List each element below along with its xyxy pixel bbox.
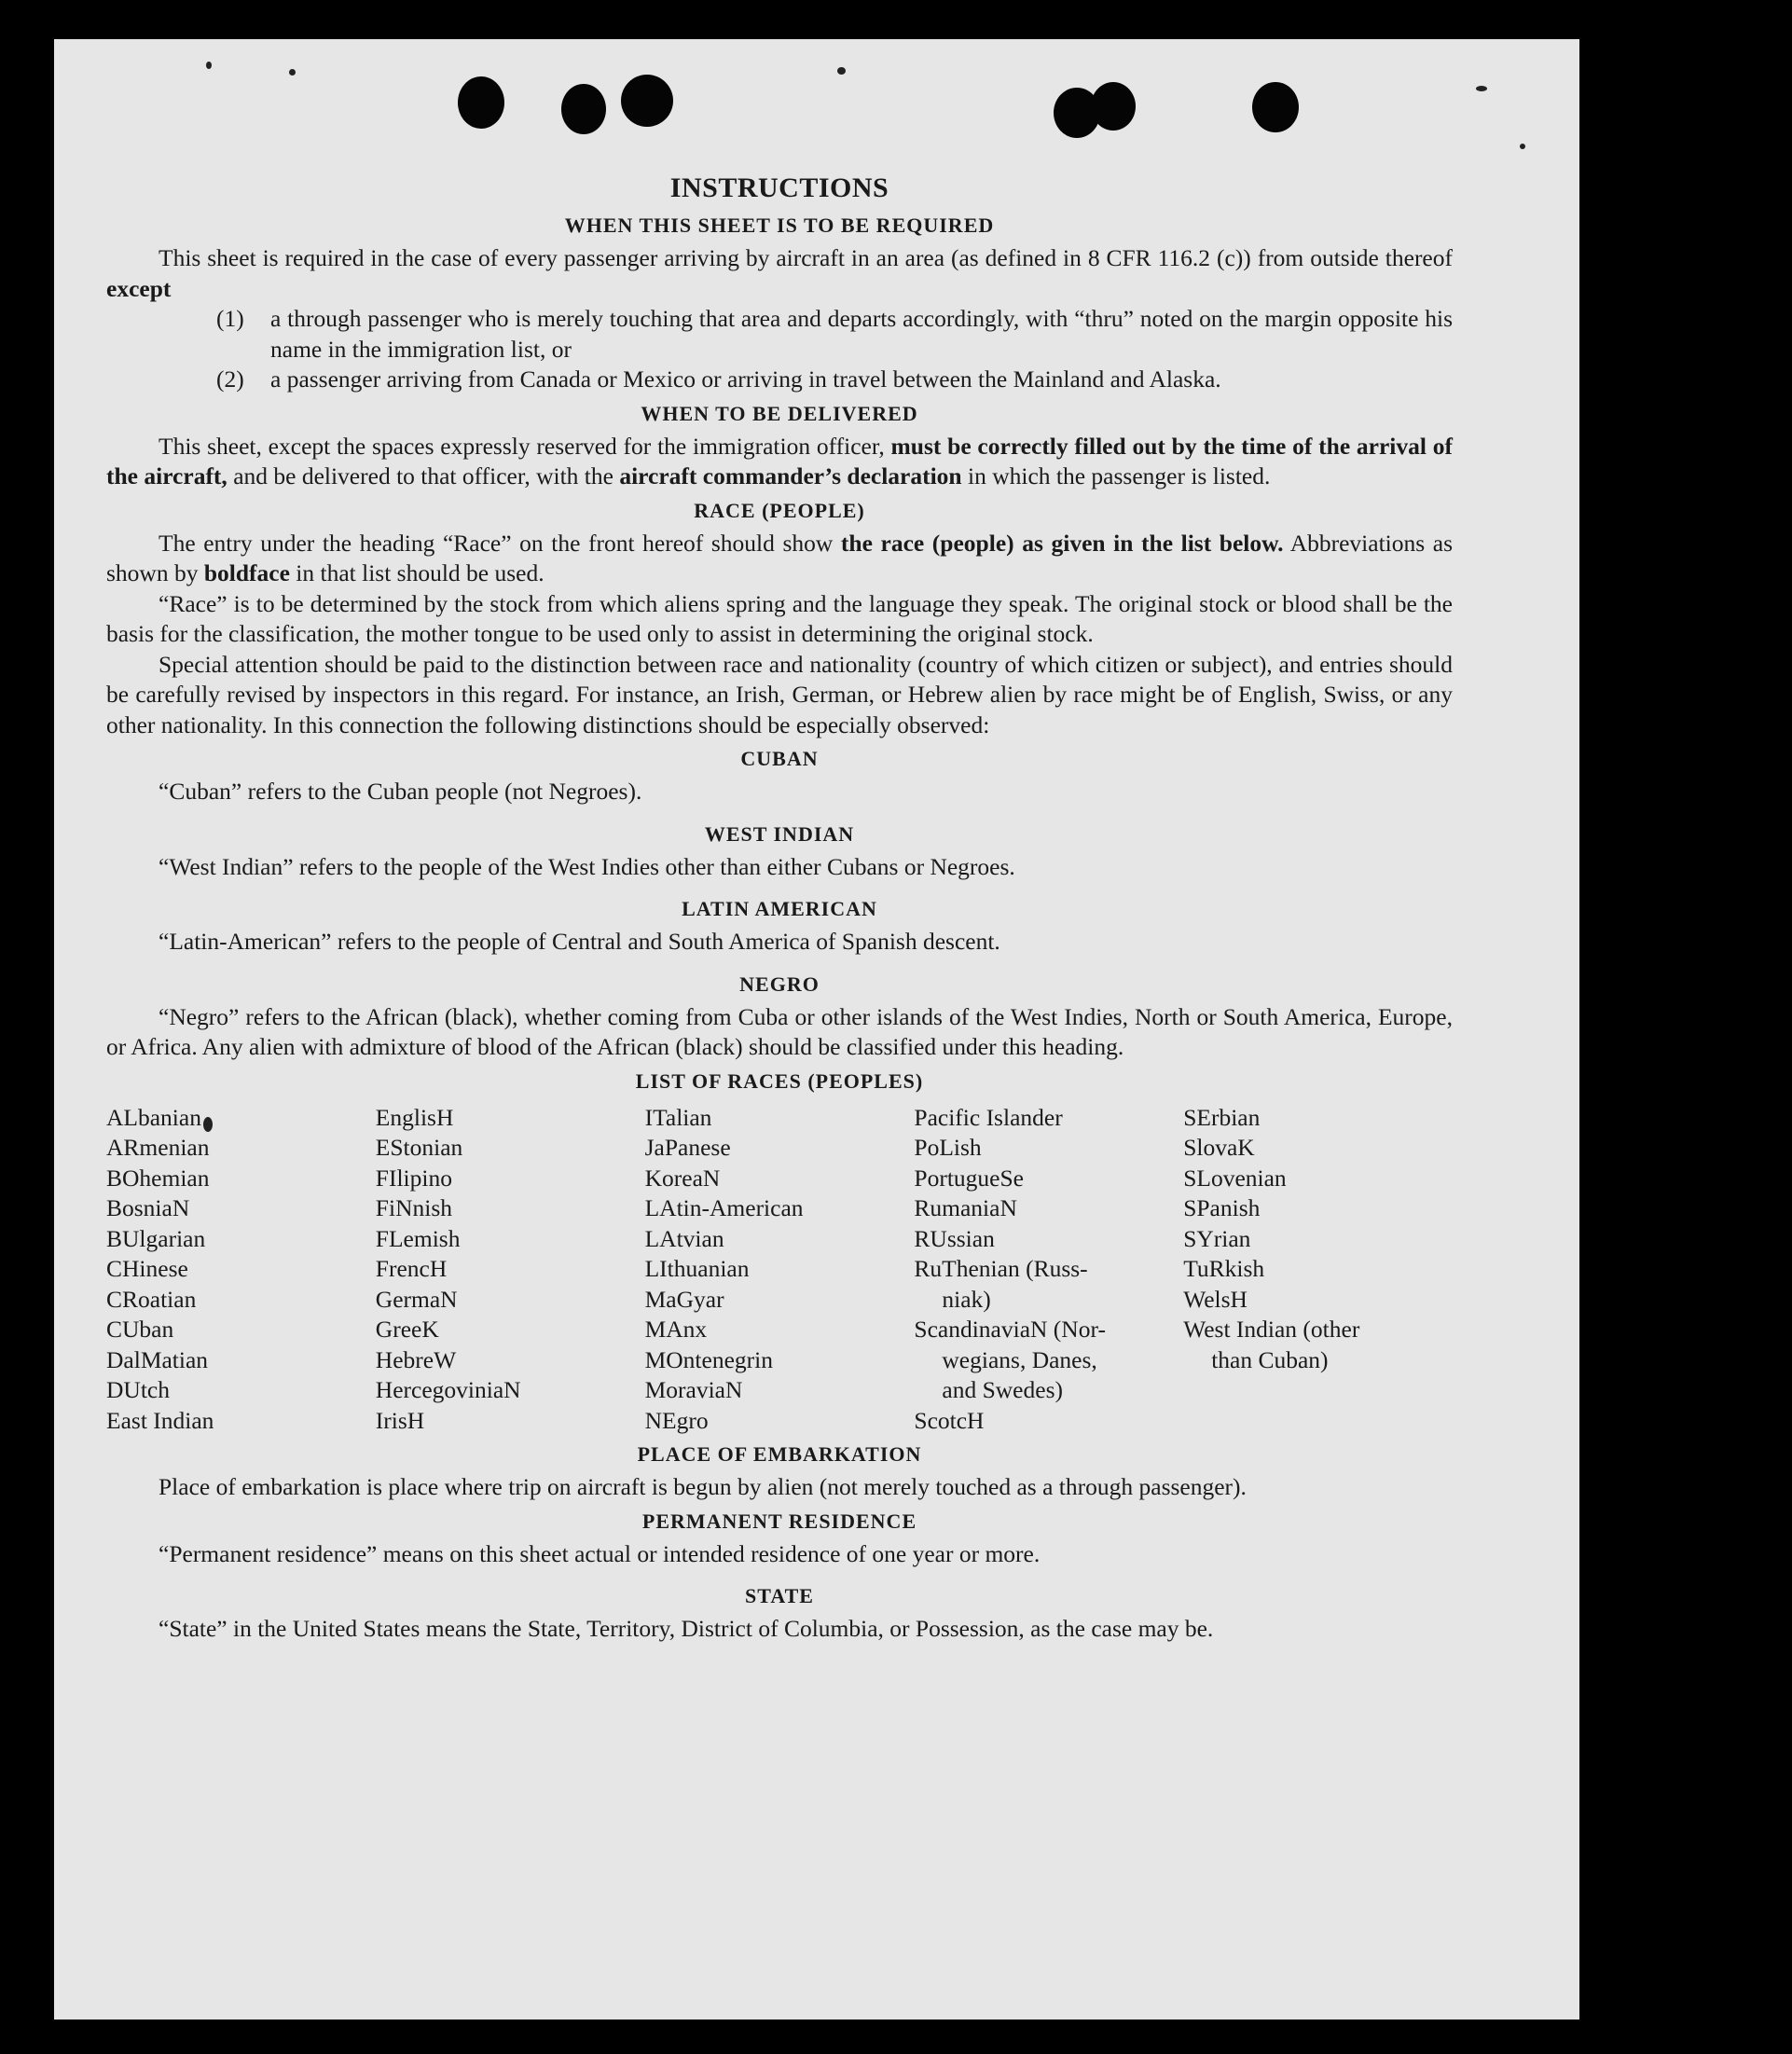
- heading-negro: NEGRO: [739, 972, 820, 996]
- paragraph: This sheet is required in the case of every passenger arriving by aircraft in an area (as defined in 8 CFR 116.2 (c)) from outside thereof except: [106, 244, 1453, 302]
- heading-race: RACE (PEOPLE): [694, 498, 865, 522]
- heading-west-indian: WEST INDIAN: [704, 821, 855, 846]
- races-column: [645, 1103, 915, 1437]
- ink-speck: [206, 62, 212, 69]
- race-entry: SErbian: [1183, 1103, 1261, 1131]
- race-entry: RuThenian (Russ-: [914, 1255, 1088, 1282]
- heading-latin-american: LATIN AMERICAN: [682, 897, 877, 920]
- race-entry: GreeK: [375, 1316, 439, 1343]
- race-entry: EStonian: [375, 1134, 463, 1161]
- race-entry: ScandinaviaN (Nor-: [914, 1316, 1106, 1343]
- paragraph: “Negro” refers to the African (black), whether coming from Cuba or other islands of the West Indies, North or South America, Europe, or Africa. Any alien with admixture of blood of the African (black) should be classified under this heading.: [106, 1002, 1453, 1060]
- heading-state: STATE: [745, 1584, 814, 1607]
- heading-when-delivered: WHEN TO BE DELIVERED: [641, 401, 918, 425]
- ink-speck: [1520, 144, 1525, 149]
- race-entry: MAnx: [644, 1316, 708, 1343]
- race-entry: niak): [942, 1285, 991, 1313]
- heading-list-of-races: LIST OF RACES (PEOPLES): [635, 1068, 924, 1093]
- list-item: (1) a through passenger who is merely touching that area and departs accordingly, with “thru” noted on the margin opposite his name in the immigration list, or: [216, 305, 1453, 363]
- race-entry: than Cuban): [1211, 1345, 1329, 1373]
- race-entry: FIlipino: [375, 1164, 452, 1192]
- paragraph: This sheet, except the spaces expressly reserved for the immigration officer, must be correctly filled out by the time of the arrival of the aircraft, and be delivered to that officer, with the aircraft commander’s declaration in which the passenger is listed.: [106, 432, 1454, 489]
- race-entry: ALbanian: [106, 1103, 201, 1131]
- punch-hole: [621, 75, 673, 127]
- race-entry: SYrian: [1183, 1224, 1251, 1252]
- punch-hole: [1252, 82, 1299, 132]
- race-entry: Pacific Islander: [914, 1103, 1063, 1131]
- races-column: [914, 1103, 1183, 1437]
- race-entry: RumaniaN: [914, 1194, 1017, 1221]
- ink-speck: [1476, 86, 1487, 91]
- heading-permanent-residence: PERMANENT RESIDENCE: [641, 1509, 917, 1533]
- instructions-text: [106, 170, 1453, 1645]
- race-entry: RUssian: [914, 1224, 995, 1252]
- paragraph: The entry under the heading “Race” on the front hereof should show the race (people) as given in the list below. Abbreviations as shown by boldface in that list should be used.: [106, 529, 1454, 586]
- punch-hole: [1091, 82, 1136, 131]
- race-entry: PortugueSe: [914, 1164, 1024, 1192]
- race-entry: West Indian (other: [1183, 1316, 1360, 1343]
- race-entry: SlovaK: [1183, 1134, 1255, 1161]
- paragraph: “Permanent residence” means on this sheet actual or intended residence of one year or more.: [159, 1539, 1041, 1567]
- race-entry: SLovenian: [1183, 1164, 1287, 1192]
- race-entry: PoLish: [914, 1134, 982, 1161]
- race-entry: MoraviaN: [644, 1376, 743, 1403]
- paragraph: Place of embarkation is place where trip on aircraft is begun by alien (not merely touched as a through passenger).: [159, 1473, 1247, 1500]
- race-entry: CUban: [106, 1316, 174, 1343]
- race-entry: FLemish: [375, 1224, 461, 1252]
- race-entry: LIthuanian: [644, 1255, 750, 1282]
- race-entry: East Indian: [106, 1406, 214, 1434]
- paragraph: Special attention should be paid to the distinction between race and nationality (country of which citizen or subject), and entries should be carefully revised by inspectors in this regard. For instance, an Irish, German, or Hebrew alien by race might be of English, Swiss, or any other nationality. In this connection the following distinctions should be especially observed:: [106, 650, 1453, 738]
- race-entry: ITalian: [644, 1103, 712, 1131]
- race-entry: HebreW: [375, 1345, 457, 1373]
- race-entry: and Swedes): [942, 1376, 1063, 1403]
- race-entry: DalMatian: [106, 1345, 209, 1373]
- race-entry: CRoatian: [106, 1285, 197, 1313]
- races-column: [376, 1103, 645, 1437]
- race-entry: WelsH: [1183, 1285, 1248, 1313]
- page-title: INSTRUCTIONS: [669, 172, 889, 203]
- heading-place-of-embarkation: PLACE OF EMBARKATION: [637, 1442, 922, 1466]
- ink-speck: [837, 67, 846, 75]
- race-entry: JaPanese: [644, 1134, 731, 1161]
- race-entry: NEgro: [644, 1406, 709, 1434]
- race-entry: EnglisH: [375, 1103, 454, 1131]
- paragraph: “State” in the United States means the State, Territory, District of Columbia, or Possession, as the case may be.: [159, 1615, 1214, 1642]
- punch-hole: [458, 76, 504, 129]
- race-entry: SPanish: [1183, 1194, 1261, 1221]
- race-entry: DUtch: [106, 1376, 170, 1403]
- paragraph: “Latin-American” refers to the people of Central and South America of Spanish descent.: [159, 928, 1000, 955]
- race-entry: BUlgarian: [106, 1224, 206, 1252]
- race-entry: BosniaN: [106, 1194, 190, 1221]
- race-entry: TuRkish: [1183, 1255, 1265, 1282]
- paragraph: “West Indian” refers to the people of the West Indies other than either Cubans or Negroes.: [159, 852, 1015, 880]
- races-column: [1183, 1103, 1453, 1437]
- race-entry: FiNnish: [375, 1194, 452, 1221]
- race-entry: LAtin-American: [644, 1194, 804, 1221]
- document-sheet: [54, 39, 1579, 2020]
- race-entry: HercegoviniaN: [375, 1376, 521, 1403]
- race-entry: wegians, Danes,: [942, 1345, 1097, 1373]
- race-entry: ARmenian: [106, 1134, 210, 1161]
- list-item: (2) a passenger arriving from Canada or Mexico or arriving in travel between the Mainland and Alaska.: [216, 365, 1221, 393]
- race-entry: MOntenegrin: [644, 1345, 773, 1373]
- race-entry: MaGyar: [644, 1285, 724, 1313]
- race-entry: BOhemian: [106, 1164, 210, 1192]
- heading-cuban: CUBAN: [740, 747, 819, 770]
- races-table: [106, 1103, 1453, 1437]
- paragraph: “Race” is to be determined by the stock from which aliens spring and the language they speak. The original stock or blood shall be the basis for the classification, the mother tongue to be used only to assist in determining the original stock.: [106, 589, 1453, 647]
- race-entry: CHinese: [106, 1255, 188, 1282]
- paragraph: “Cuban” refers to the Cuban people (not Negroes).: [159, 778, 642, 805]
- race-entry: LAtvian: [644, 1224, 724, 1252]
- punch-hole: [561, 84, 606, 134]
- ink-speck: [289, 69, 296, 76]
- race-entry: ScotcH: [914, 1406, 985, 1434]
- race-entry: GermaN: [375, 1285, 458, 1313]
- race-entry: IrisH: [375, 1406, 425, 1434]
- heading-when-required: WHEN THIS SHEET IS TO BE REQUIRED: [564, 214, 995, 237]
- race-entry: FrencH: [375, 1255, 448, 1282]
- races-column: [106, 1103, 376, 1437]
- race-entry: KoreaN: [644, 1164, 721, 1192]
